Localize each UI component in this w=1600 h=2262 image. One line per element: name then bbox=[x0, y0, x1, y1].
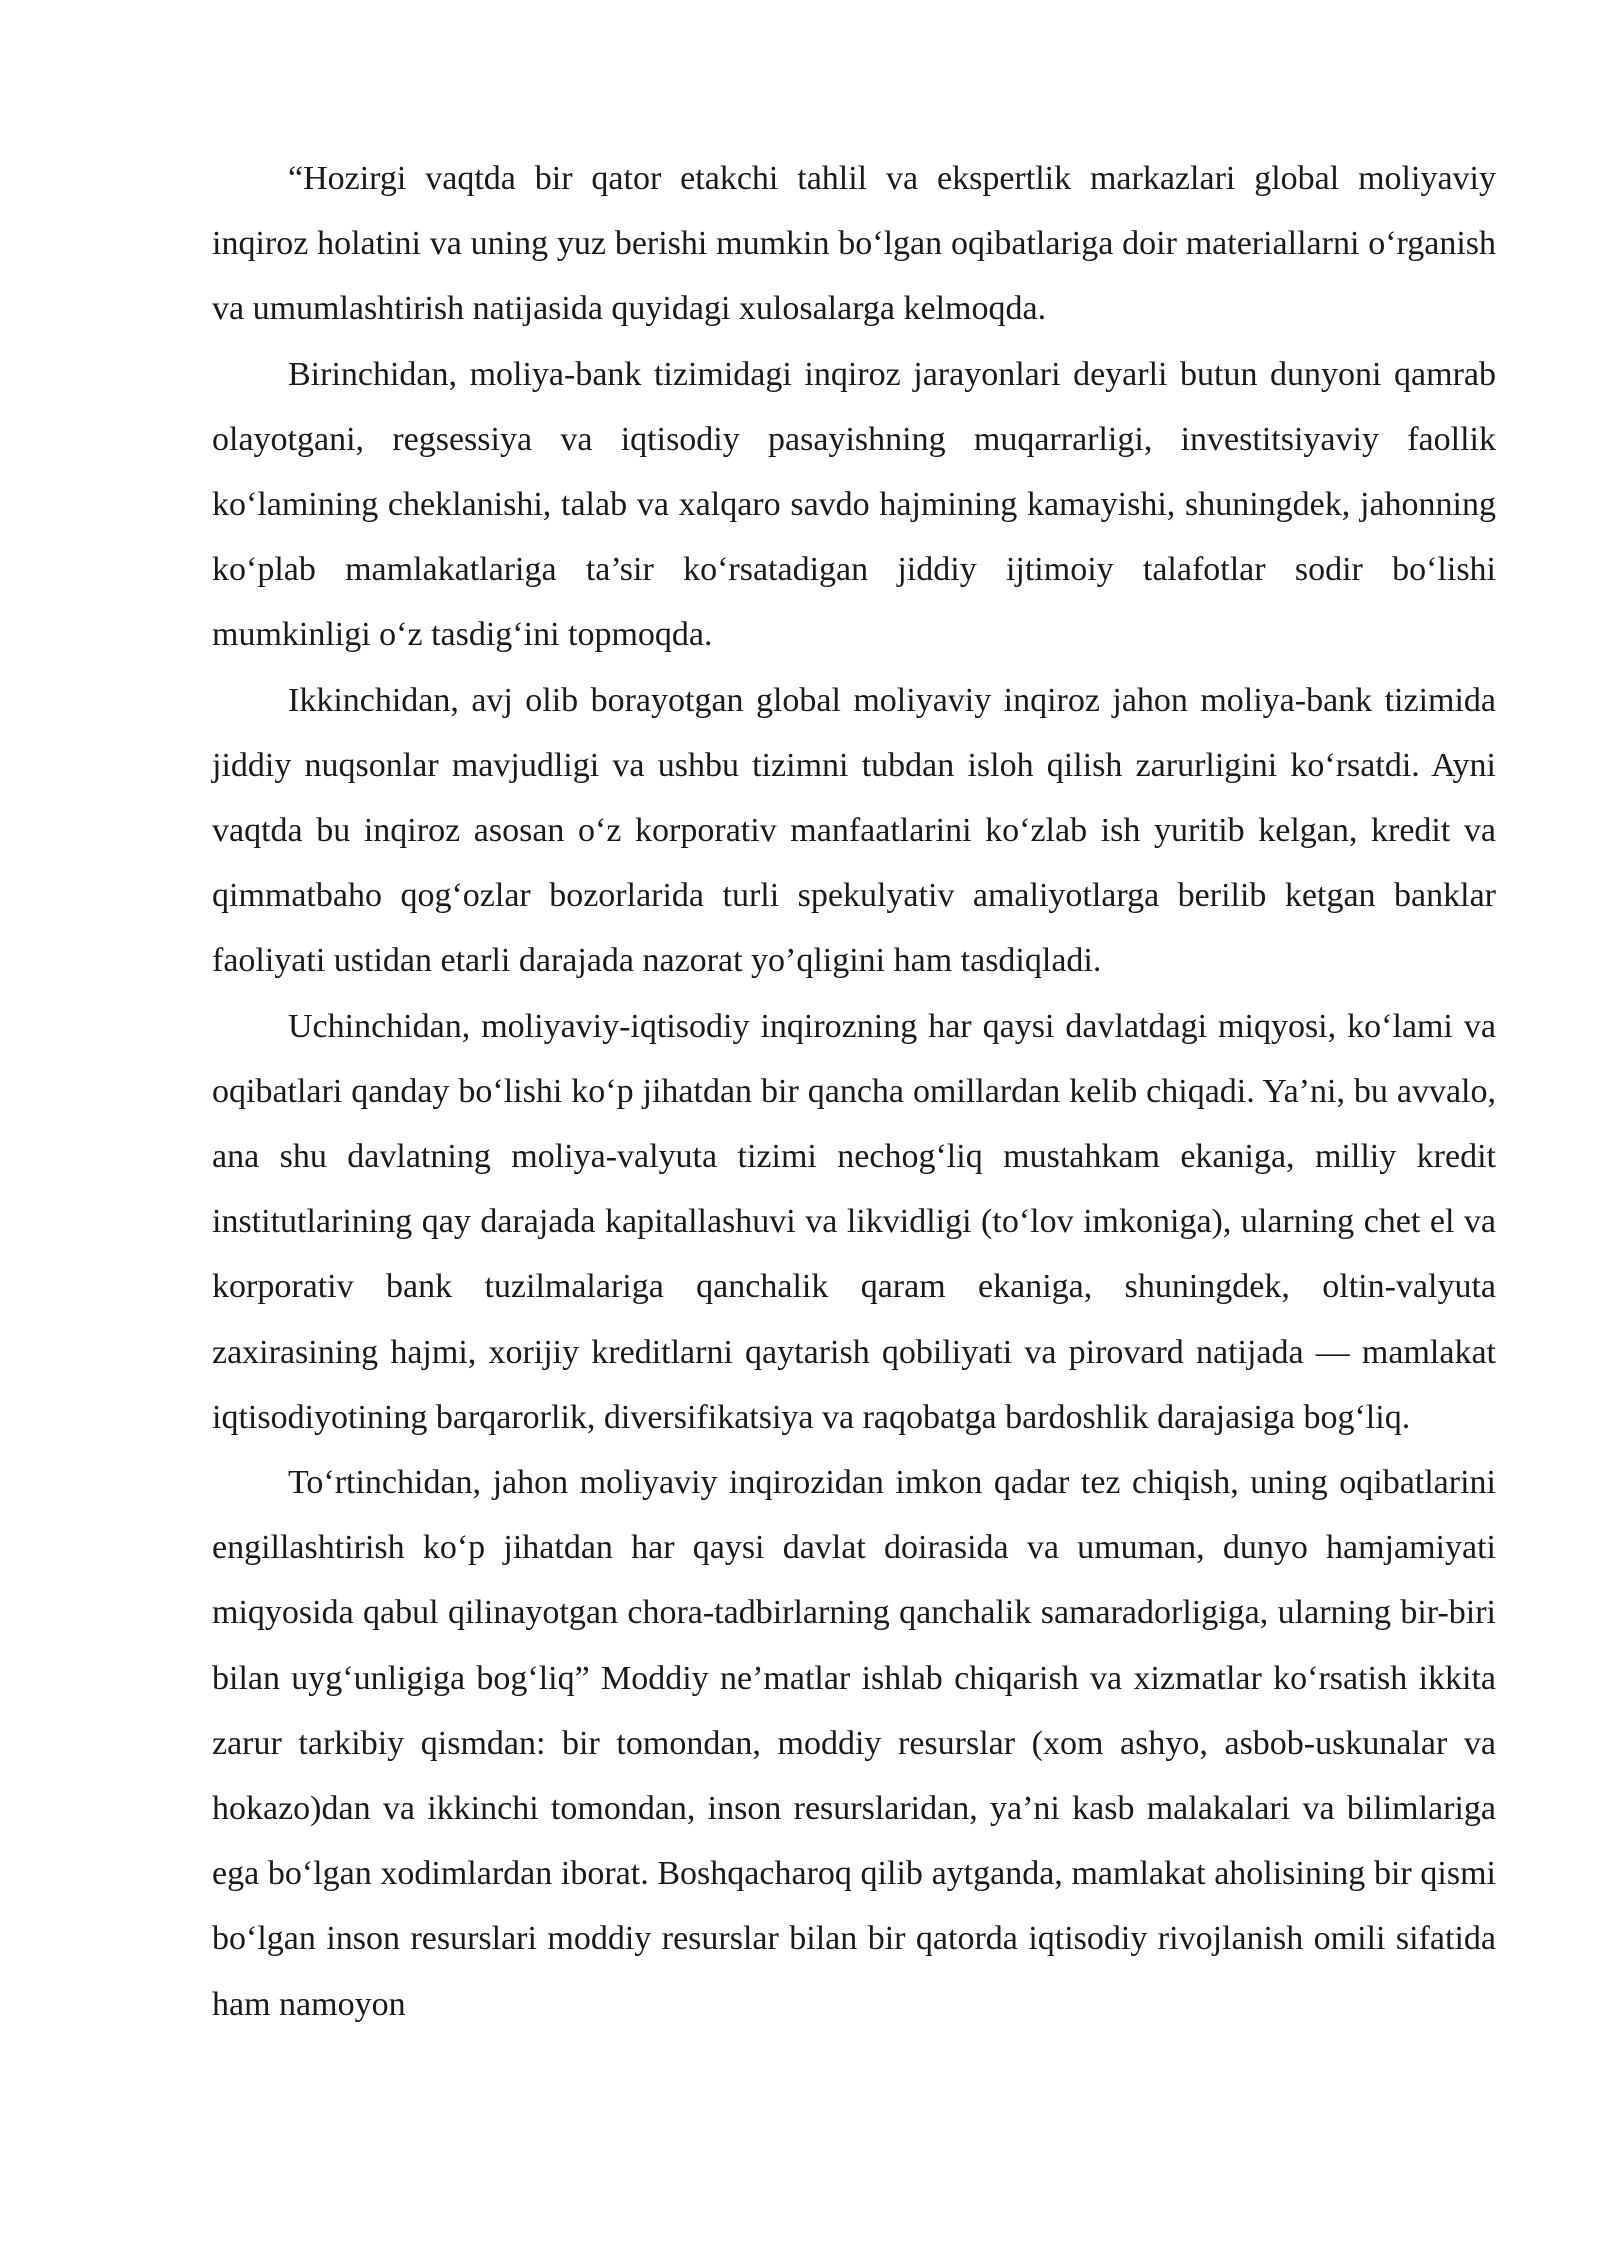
paragraph-fourth-point: Toʻrtinchidan, jahon moliyaviy inqirozidan imkon qadar tez chiqish, uning oqibatlarini engillashtirish koʻp jihatdan har qaysi davlat doirasida va umuman, dunyo hamjamiyati miqyosida qabul qilinayotgan chora-tadbirlarning qanchalik samaradorligiga, ularning bir-biri bilan uygʻunligiga bogʻliq” Moddiy ne’matlar ishlab chiqarish va xizmatlar koʻrsatish ikkita zarur tarkibiy qismdan: bir tomondan, moddiy resurslar (xom ashyo, asbob-uskunalar va hokazo)dan va ikkinchi tomondan, inson resurslaridan, ya’ni kasb malakalari va bilimlariga ega boʻlgan xodimlardan iborat. Boshqacharoq qilib aytganda, mamlakat aholisining bir qismi boʻlgan inson resurslari moddiy resurslar bilan bir qatorda iqtisodiy rivojlanish omili sifatida ham namoyon bbox=[212, 1464, 1496, 2023]
paragraph-third-point: Uchinchidan, moliyaviy-iqtisodiy inqirozning har qaysi davlatdagi miqyosi, koʻlami va oqibatlari qanday boʻlishi koʻp jihatdan bir qancha omillardan kelib chiqadi. Ya’ni, bu avvalo, ana shu davlatning moliya-valyuta tizimi nechogʻliq mustahkam ekaniga, milliy kredit institutlarining qay darajada kapitallashuvi va likvidligi (toʻlov imkoniga), ularning chet el va korporativ bank tuzilmalariga qanchalik qaram ekaniga, shuningdek, oltin-valyuta zaxirasining hajmi, xorijiy kreditlarni qaytarish qobiliyati va pirovard natijada — mamlakat iqtisodiyotining barqarorlik, diversifikatsiya va raqobatga bardoshlik darajasiga bogʻliq. bbox=[212, 1007, 1496, 1436]
paragraph-intro: “Hozirgi vaqtda bir qator etakchi tahlil va ekspertlik markazlari global moliyaviy inqiroz holatini va uning yuz berishi mumkin boʻlgan oqibatlariga doir materiallarni oʻrganish va umumlashtirish natijasida quyidagi xulosalarga kelmoqda. bbox=[212, 160, 1496, 328]
paragraph-second-point: Ikkinchidan, avj olib borayotgan global moliyaviy inqiroz jahon moliya-bank tizimida jiddiy nuqsonlar mavjudligi va ushbu tizimni tubdan isloh qilish zarurligini koʻrsatdi. Ayni vaqtda bu inqiroz asosan oʻz korporativ manfaatlarini koʻzlab ish yuritib kelgan, kredit va qimmatbaho qogʻozlar bozorlarida turli spekulyativ amaliyotlarga berilib ketgan banklar faoliyati ustidan etarli darajada nazorat yo’qligini ham tasdiqladi. bbox=[212, 681, 1496, 980]
body-text bbox=[212, 146, 1496, 2037]
paragraph-first-point: Birinchidan, moliya-bank tizimidagi inqiroz jarayonlari deyarli butun dunyoni qamrab olayotgani, regsessiya va iqtisodiy pasayishning muqarrarligi, investitsiyaviy faollik koʻlamining cheklanishi, talab va xalqaro savdo hajmining kamayishi, shuningdek, jahonning koʻplab mamlakatlariga ta’sir koʻrsatadigan jiddiy ijtimoiy talafotlar sodir boʻlishi mumkinligi oʻz tasdigʻini topmoqda. bbox=[212, 355, 1496, 654]
